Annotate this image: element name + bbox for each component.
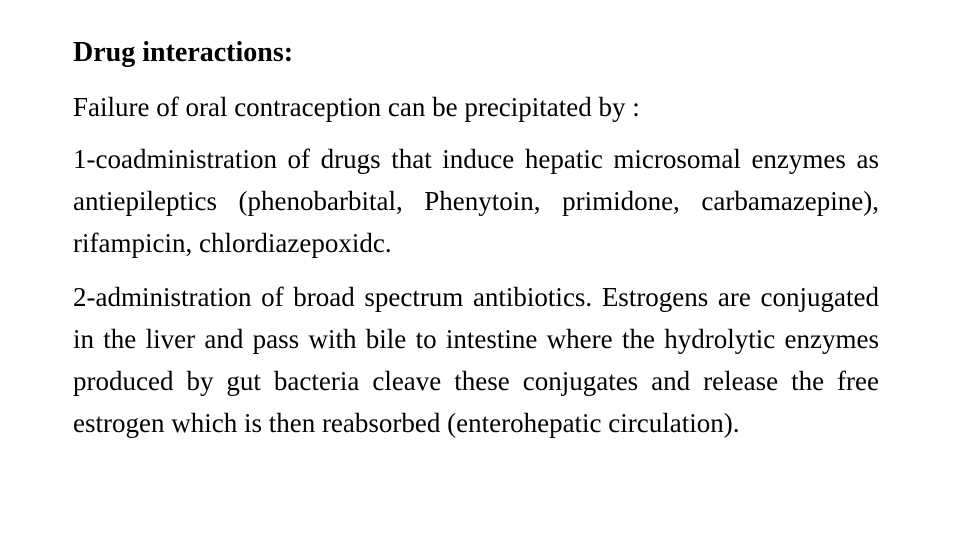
intro-text: Failure of oral contraception can be precipitated by :: [73, 92, 640, 122]
point-2-text: 2-administration of broad spectrum antibiotics. Estrogens are conjugated in the liver and pass with bile to intestine where the hydrolytic enzymes produced by gut bacteria cleave these conjugates and release the free estrogen which is then reabsorbed (enterohepatic circulation).: [73, 282, 879, 438]
point-1-text: 1-coadministration of drugs that induce hepatic microsomal enzymes as antiepileptics (phenobarbital, Phenytoin, primidone, carbamazepine), rifampicin, chlordiazepoxidc.: [73, 144, 879, 258]
slide-title: Drug interactions:: [73, 37, 294, 68]
